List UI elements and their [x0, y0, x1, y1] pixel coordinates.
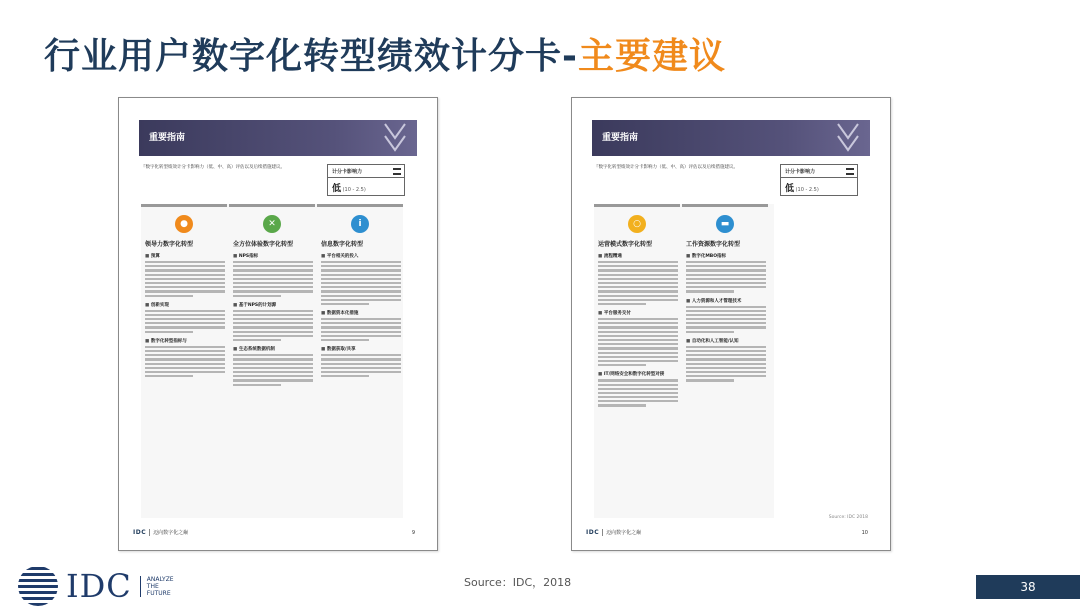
- text-line: [321, 299, 401, 301]
- text-line: [145, 261, 225, 263]
- impact-box: [327, 164, 405, 196]
- column-gear: [594, 204, 680, 518]
- section-heading: ■ 基于NPS的计划源: [233, 302, 313, 308]
- text-line: [686, 310, 766, 312]
- info-icon: i: [351, 215, 369, 233]
- impact-level: 低 (10 - 2.5): [332, 184, 366, 194]
- text-line: [321, 286, 401, 288]
- text-line: [233, 339, 281, 341]
- text-line: [321, 274, 401, 276]
- column-title: 全方位体验数字化转型: [233, 241, 294, 248]
- text-line: [321, 331, 401, 333]
- page-footer: [133, 529, 188, 536]
- text-line: [321, 335, 401, 337]
- text-line: [686, 346, 766, 348]
- right-page-thumbnail: [571, 97, 891, 551]
- gear-icon: ○: [628, 215, 646, 233]
- text-line: [321, 371, 401, 373]
- text-line: [598, 303, 646, 305]
- person-icon: ●: [175, 215, 193, 233]
- impact-label: 计分卡影响力: [781, 165, 857, 178]
- text-line: [686, 326, 766, 328]
- text-line: [321, 265, 401, 267]
- text-line: [145, 290, 225, 292]
- text-line: [233, 358, 313, 360]
- text-line: [598, 274, 678, 276]
- text-line: [598, 290, 678, 292]
- page-number: 9: [411, 530, 415, 536]
- text-line: [598, 282, 678, 284]
- text-line: [686, 265, 766, 267]
- text-line: [145, 278, 225, 280]
- section-heading: ■ 流程精通: [598, 253, 678, 259]
- text-line: [145, 367, 225, 369]
- text-line: [598, 331, 678, 333]
- text-line: [686, 306, 766, 308]
- text-line: [686, 269, 766, 271]
- text-line: [321, 375, 369, 377]
- text-line: [145, 358, 225, 360]
- impact-box: [780, 164, 858, 196]
- chevron-decoration-icon: [367, 120, 417, 156]
- text-line: [686, 314, 766, 316]
- text-line: [686, 375, 766, 377]
- section-heading: ■ 数据资本化措施: [321, 310, 401, 316]
- text-line: [233, 363, 313, 365]
- page-footer: [586, 529, 641, 536]
- text-line: [145, 346, 225, 348]
- text-line: [233, 331, 313, 333]
- text-line: [233, 269, 313, 271]
- text-line: [321, 358, 401, 360]
- text-line: [686, 379, 734, 381]
- slide-source: Source：IDC，2018: [464, 576, 572, 589]
- text-line: [598, 379, 678, 381]
- briefcase-icon: ▬: [716, 215, 734, 233]
- text-line: [321, 339, 369, 341]
- text-line: [145, 350, 225, 352]
- impact-level: 低 (10 - 2.5): [785, 184, 819, 194]
- chevron-decoration-icon: [820, 120, 870, 156]
- text-line: [321, 269, 401, 271]
- text-line: [321, 322, 401, 324]
- section-heading: ■ 生态系统数据机制: [233, 346, 313, 352]
- text-line: [686, 367, 766, 369]
- footer-text: 迈向数字化之巅: [606, 530, 642, 536]
- page-number: 10: [861, 530, 868, 536]
- text-line: [598, 299, 678, 301]
- text-line: [598, 392, 678, 394]
- text-line: [598, 384, 678, 386]
- text-line: [598, 364, 646, 366]
- text-line: [321, 295, 401, 297]
- text-line: [233, 375, 313, 377]
- text-line: [686, 318, 766, 320]
- text-line: [145, 282, 225, 284]
- shuffle-icon: ✕: [263, 215, 281, 233]
- text-line: [145, 286, 225, 288]
- section-heading: ■ NPS指标: [233, 253, 313, 259]
- idc-logo: [16, 564, 174, 608]
- footer-text: 迈向数字化之巅: [153, 530, 189, 536]
- text-line: [598, 335, 678, 337]
- column-title: 工作资源数字化转型: [686, 241, 741, 248]
- idc-tagline: ANALYZE THE FUTURE: [140, 576, 174, 597]
- text-line: [686, 278, 766, 280]
- text-line: [233, 314, 313, 316]
- text-line: [321, 303, 369, 305]
- text-line: [233, 274, 313, 276]
- text-line: [145, 326, 225, 328]
- column-title: 信息数字化转型: [321, 241, 364, 248]
- text-line: [145, 331, 193, 333]
- column-title: 运营模式数字化转型: [598, 241, 653, 248]
- column-briefcase: [682, 204, 768, 518]
- text-line: [686, 363, 766, 365]
- text-line: [145, 274, 225, 276]
- text-line: [321, 290, 401, 292]
- section-heading: ■ IT/网络安全和数字化转型对接: [598, 371, 678, 377]
- column-person: [141, 204, 227, 518]
- slide-title-main: 行业用户数字化转型绩效计分卡-: [44, 36, 578, 77]
- text-line: [598, 347, 678, 349]
- text-line: [321, 354, 401, 356]
- text-line: [233, 310, 313, 312]
- text-line: [145, 269, 225, 271]
- text-line: [598, 360, 678, 362]
- text-line: [321, 367, 401, 369]
- text-line: [598, 322, 678, 324]
- section-heading: ■ 人力资源和人才管理技术: [686, 298, 766, 304]
- text-line: [598, 278, 678, 280]
- text-line: [233, 261, 313, 263]
- column-shuffle: [229, 204, 315, 518]
- idc-wordmark: IDC: [66, 567, 132, 605]
- text-line: [686, 322, 766, 324]
- text-line: [145, 363, 225, 365]
- section-heading: ■ 预算: [145, 253, 225, 259]
- text-line: [321, 318, 401, 320]
- text-line: [598, 286, 678, 288]
- slide-title-accent: 主要建议: [577, 36, 726, 77]
- text-line: [598, 269, 678, 271]
- text-line: [686, 331, 734, 333]
- text-line: [233, 326, 313, 328]
- guide-banner: [592, 120, 870, 156]
- footer-logo: IDC: [586, 529, 600, 536]
- section-heading: ■ 数据获取/共享: [321, 346, 401, 352]
- text-line: [598, 339, 678, 341]
- text-line: [598, 265, 678, 267]
- page-source: Source: IDC 2018: [828, 515, 868, 520]
- text-line: [686, 274, 766, 276]
- text-line: [233, 286, 313, 288]
- footer-logo: IDC: [133, 529, 147, 536]
- left-page-thumbnail: [118, 97, 438, 551]
- text-line: [686, 290, 734, 292]
- text-line: [321, 278, 401, 280]
- section-heading: ■ 平台相关的投入: [321, 253, 401, 259]
- intro-text: 『数字化转型绩效计分卡影响力（低、中、高）评估以及后续措施建议。: [594, 165, 738, 170]
- text-line: [145, 314, 225, 316]
- text-line: [598, 318, 678, 320]
- text-line: [145, 322, 225, 324]
- text-line: [233, 318, 313, 320]
- text-line: [233, 367, 313, 369]
- text-line: [321, 363, 401, 365]
- text-line: [321, 282, 401, 284]
- text-line: [598, 400, 678, 402]
- text-line: [686, 358, 766, 360]
- text-line: [686, 371, 766, 373]
- text-line: [686, 282, 766, 284]
- section-heading: ■ 创新实现: [145, 302, 225, 308]
- impact-label: 计分卡影响力: [328, 165, 404, 178]
- text-line: [321, 326, 401, 328]
- text-line: [598, 356, 678, 358]
- text-line: [145, 295, 193, 297]
- text-line: [598, 343, 678, 345]
- section-heading: ■ 平台服务交付: [598, 310, 678, 316]
- text-line: [598, 388, 678, 390]
- text-line: [686, 350, 766, 352]
- guide-banner-label: 重要指南: [149, 133, 186, 143]
- text-line: [598, 326, 678, 328]
- globe-icon: [16, 564, 60, 608]
- text-line: [145, 375, 193, 377]
- section-heading: ■ 自动化和人工智能/认知: [686, 338, 766, 344]
- text-line: [686, 261, 766, 263]
- text-line: [233, 265, 313, 267]
- recommendation-columns: [594, 204, 774, 518]
- text-line: [233, 371, 313, 373]
- text-line: [233, 290, 313, 292]
- text-line: [233, 379, 313, 381]
- slide-number: 38: [976, 575, 1080, 599]
- text-line: [145, 354, 225, 356]
- text-line: [598, 261, 678, 263]
- text-line: [233, 278, 313, 280]
- text-line: [598, 295, 678, 297]
- text-line: [233, 335, 313, 337]
- column-title: 领导力数字化转型: [145, 241, 194, 248]
- text-line: [145, 318, 225, 320]
- text-line: [598, 352, 678, 354]
- column-info: [317, 204, 403, 518]
- text-line: [145, 310, 225, 312]
- text-line: [145, 371, 225, 373]
- guide-banner: [139, 120, 417, 156]
- text-line: [686, 286, 766, 288]
- text-line: [321, 261, 401, 263]
- intro-text: 『数字化转型绩效计分卡影响力（低、中、高）评估以及后续措施建议。: [141, 165, 285, 170]
- text-line: [686, 354, 766, 356]
- section-heading: ■ 数字化转型指标与: [145, 338, 225, 344]
- recommendation-columns: [141, 204, 403, 518]
- slide-title: [44, 28, 726, 79]
- text-line: [233, 282, 313, 284]
- text-line: [598, 396, 678, 398]
- text-line: [145, 265, 225, 267]
- text-line: [598, 404, 646, 406]
- text-line: [233, 322, 313, 324]
- text-line: [233, 354, 313, 356]
- section-heading: ■ 数字化MBO指标: [686, 253, 766, 259]
- guide-banner-label: 重要指南: [602, 133, 639, 143]
- text-line: [233, 384, 281, 386]
- text-line: [233, 295, 281, 297]
